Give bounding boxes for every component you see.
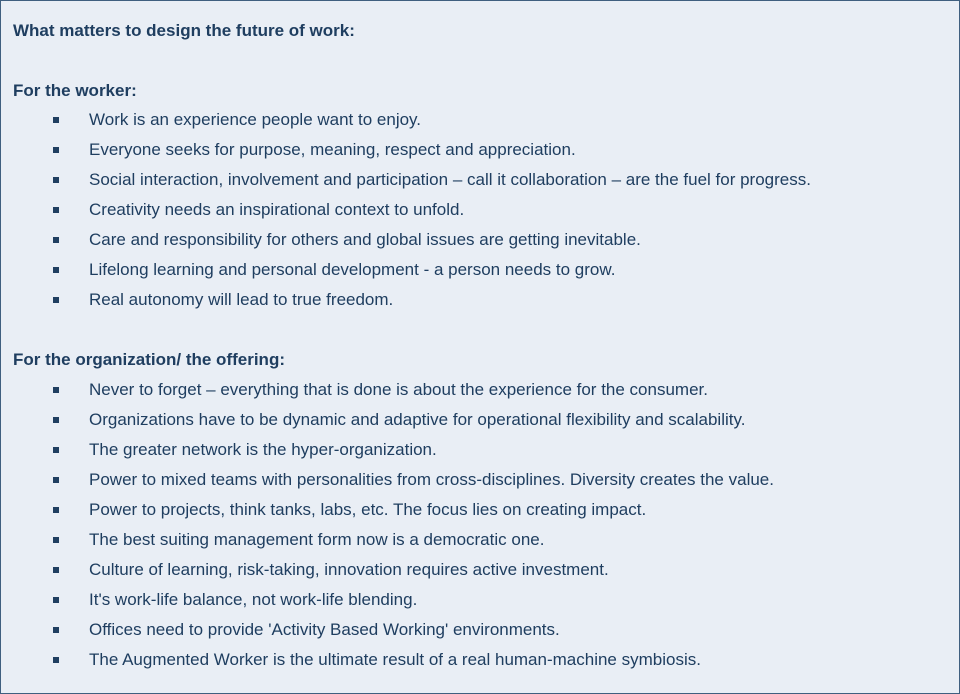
square-bullet-icon [53, 387, 59, 393]
square-bullet-icon [53, 507, 59, 513]
square-bullet-icon [53, 417, 59, 423]
square-bullet-icon [53, 537, 59, 543]
list-item-text: Real autonomy will lead to true freedom. [89, 290, 394, 309]
list-item [1, 379, 959, 409]
list-item [1, 229, 959, 259]
square-bullet-icon [53, 267, 59, 273]
list-item-text: Power to projects, think tanks, labs, etc. The focus lies on creating impact. [89, 500, 647, 519]
list-item [1, 529, 959, 559]
list-item-text: Social interaction, involvement and participation – call it collaboration – are the fuel for progress. [89, 170, 811, 189]
square-bullet-icon [53, 477, 59, 483]
square-bullet-icon [53, 147, 59, 153]
list-item [1, 169, 959, 199]
list-item-text: Never to forget – everything that is done is about the experience for the consumer. [89, 380, 708, 399]
list-item-text: The greater network is the hyper-organization. [89, 440, 437, 459]
worker-section-heading: For the worker: [13, 81, 137, 100]
square-bullet-icon [53, 447, 59, 453]
list-item [1, 649, 959, 679]
square-bullet-icon [53, 567, 59, 573]
square-bullet-icon [53, 627, 59, 633]
list-item [1, 439, 959, 469]
list-item [1, 469, 959, 499]
list-item-text: Power to mixed teams with personalities from cross-disciplines. Diversity creates the value. [89, 470, 774, 489]
square-bullet-icon [53, 237, 59, 243]
list-item-text: Organizations have to be dynamic and adaptive for operational flexibility and scalability. [89, 410, 746, 429]
square-bullet-icon [53, 297, 59, 303]
list-item-text: It's work-life balance, not work-life blending. [89, 590, 418, 609]
organization-section-heading: For the organization/ the offering: [13, 350, 285, 369]
square-bullet-icon [53, 597, 59, 603]
square-bullet-icon [53, 117, 59, 123]
list-item-text: Lifelong learning and personal development - a person needs to grow. [89, 260, 616, 279]
square-bullet-icon [53, 657, 59, 663]
organization-list [1, 379, 959, 679]
list-item [1, 559, 959, 589]
list-item-text: Care and responsibility for others and global issues are getting inevitable. [89, 230, 641, 249]
list-item [1, 259, 959, 289]
worker-list [1, 109, 959, 319]
list-item [1, 139, 959, 169]
list-item [1, 499, 959, 529]
list-item [1, 409, 959, 439]
list-item-text: Everyone seeks for purpose, meaning, respect and appreciation. [89, 140, 576, 159]
list-item-text: The Augmented Worker is the ultimate result of a real human-machine symbiosis. [89, 650, 701, 669]
list-item-text: Culture of learning, risk-taking, innovation requires active investment. [89, 560, 609, 579]
list-item-text: Creativity needs an inspirational context to unfold. [89, 200, 465, 219]
list-item [1, 109, 959, 139]
page-title: What matters to design the future of work: [13, 21, 355, 40]
list-item [1, 619, 959, 649]
list-item [1, 289, 959, 319]
list-item-text: Work is an experience people want to enjoy. [89, 110, 422, 129]
square-bullet-icon [53, 207, 59, 213]
list-item-text: The best suiting management form now is a democratic one. [89, 530, 545, 549]
list-item-text: Offices need to provide 'Activity Based Working' environments. [89, 620, 560, 639]
square-bullet-icon [53, 177, 59, 183]
list-item [1, 589, 959, 619]
list-item [1, 199, 959, 229]
